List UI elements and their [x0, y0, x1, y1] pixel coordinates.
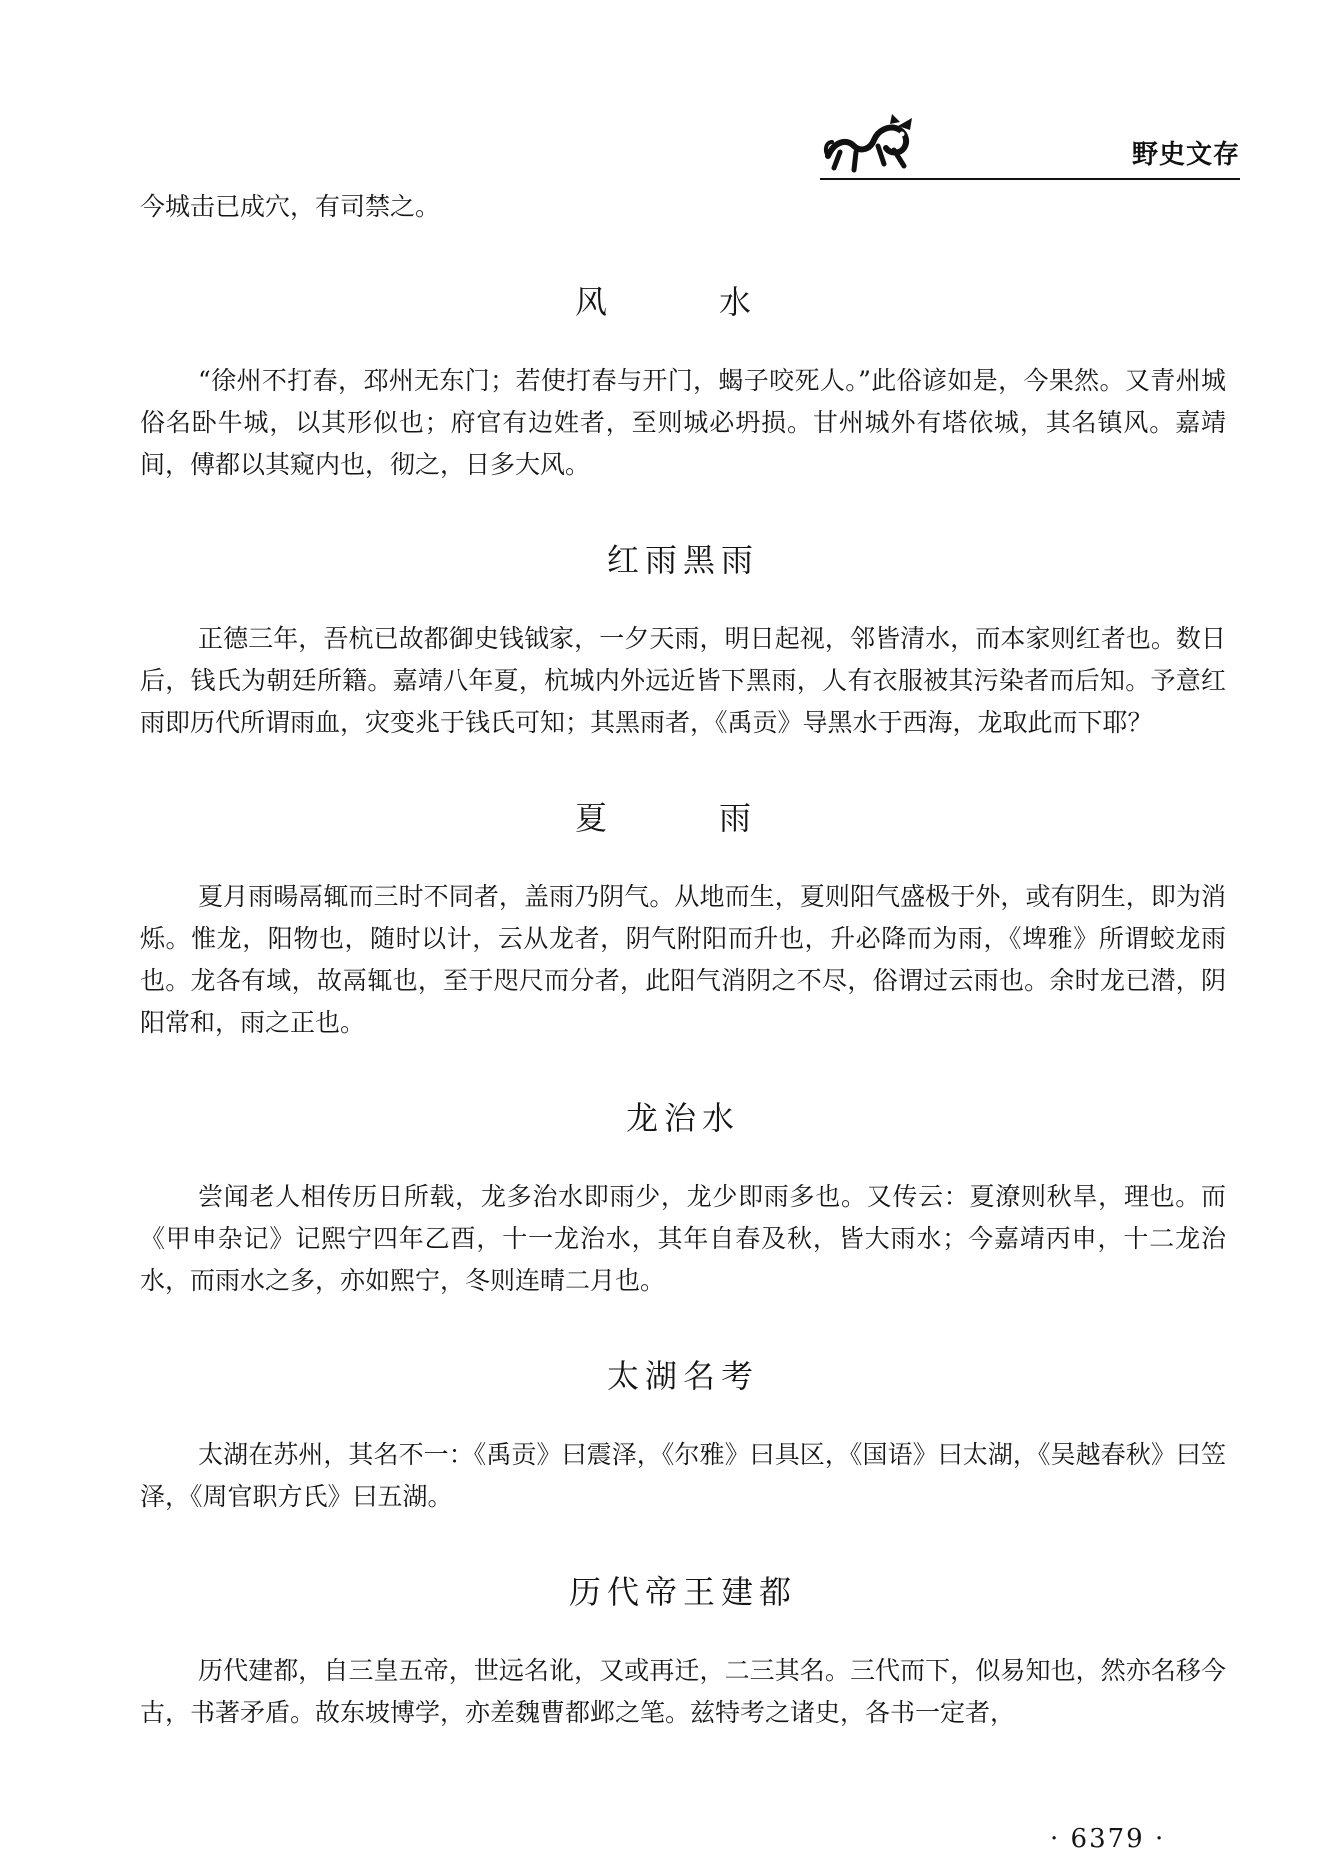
- paragraph-fengshui: “徐州不打春，邳州无东门；若使打春与开门，蝎子咬死人。”此俗谚如是，今果然。又青州城俗名卧牛城，以其形似也；府官有边姓者，至则城必坍损。甘州城外有塔依城，其名镇风。嘉靖间，傅都以其窥内也，彻之，日多大风。: [140, 366, 1226, 479]
- page-number: · 6379 ·: [1050, 1824, 1166, 1854]
- section-title-red-black-rain: 红雨黑雨: [606, 541, 759, 579]
- section-title-capitals: 历代帝王建都: [568, 1573, 797, 1611]
- paragraph-taihu: 太湖在苏州，其名不一：《禹贡》曰震泽，《尔雅》曰具区，《国语》曰太湖，《吴越春秋》曰笠泽，《周官职方氏》曰五湖。: [140, 1440, 1226, 1511]
- section-title-taihu: 太湖名考: [606, 1357, 759, 1395]
- series-title: 野史文存: [1131, 140, 1240, 170]
- running-header: [820, 108, 1240, 180]
- paragraph-capitals: 历代建都，自三皇五帝，世远名讹，又或再迁，二三其名。三代而下，似易知也，然亦名移今古，书著矛盾。故东坡博学，亦差魏曹都邺之笔。兹特考之诸史，各书一定者，: [140, 1656, 1226, 1727]
- dragon-emblem-icon: [820, 112, 920, 176]
- header-rule: [820, 178, 1240, 180]
- paragraph-red-black-rain: 正德三年，吾杭已故都御史钱钺家，一夕天雨，明日起视，邻皆清水，而本家则红者也。数日后，钱氏为朝廷所籍。嘉靖八年夏，杭城内外远近皆下黑雨，人有衣服被其污染者而后知。予意红雨即历代所谓雨血，灾变兆于钱氏可知；其黑雨者，《禹贡》导黑水于西海，龙取此而下耶？: [140, 624, 1226, 737]
- paragraph-summer-rain: 夏月雨暘鬲辄而三时不同者，盖雨乃阴气。从地而生，夏则阳气盛极于外，或有阴生，即为消烁。惟龙，阳物也，随时以计，云从龙者，阴气附阳而升也，升必降而为雨，《埤雅》所谓蛟龙雨也。龙各有域，故鬲辄也，至于咫尺而分者，此阳气消阴之不尽，俗谓过云雨也。余时龙已潜，阴阳常和，雨之正也。: [140, 882, 1226, 1037]
- section-title-fengshui: 风 水: [574, 283, 791, 321]
- section-title-dragon-water: 龙治水: [625, 1099, 740, 1137]
- paragraph-dragon-water: 尝闻老人相传历日所载，龙多治水即雨少，龙少即雨多也。又传云：夏潦则秋旱，理也。而《甲申杂记》记熙宁四年乙酉，十一龙治水，其年自春及秋，皆大雨水；今嘉靖丙申，十二龙治水，而雨水之多，亦如熙宁，冬则连晴二月也。: [140, 1182, 1226, 1295]
- page-body: [140, 186, 1226, 1734]
- section-title-summer-rain: 夏 雨: [574, 799, 791, 837]
- carryover-paragraph: 今城击已成穴，有司禁之。: [140, 192, 441, 221]
